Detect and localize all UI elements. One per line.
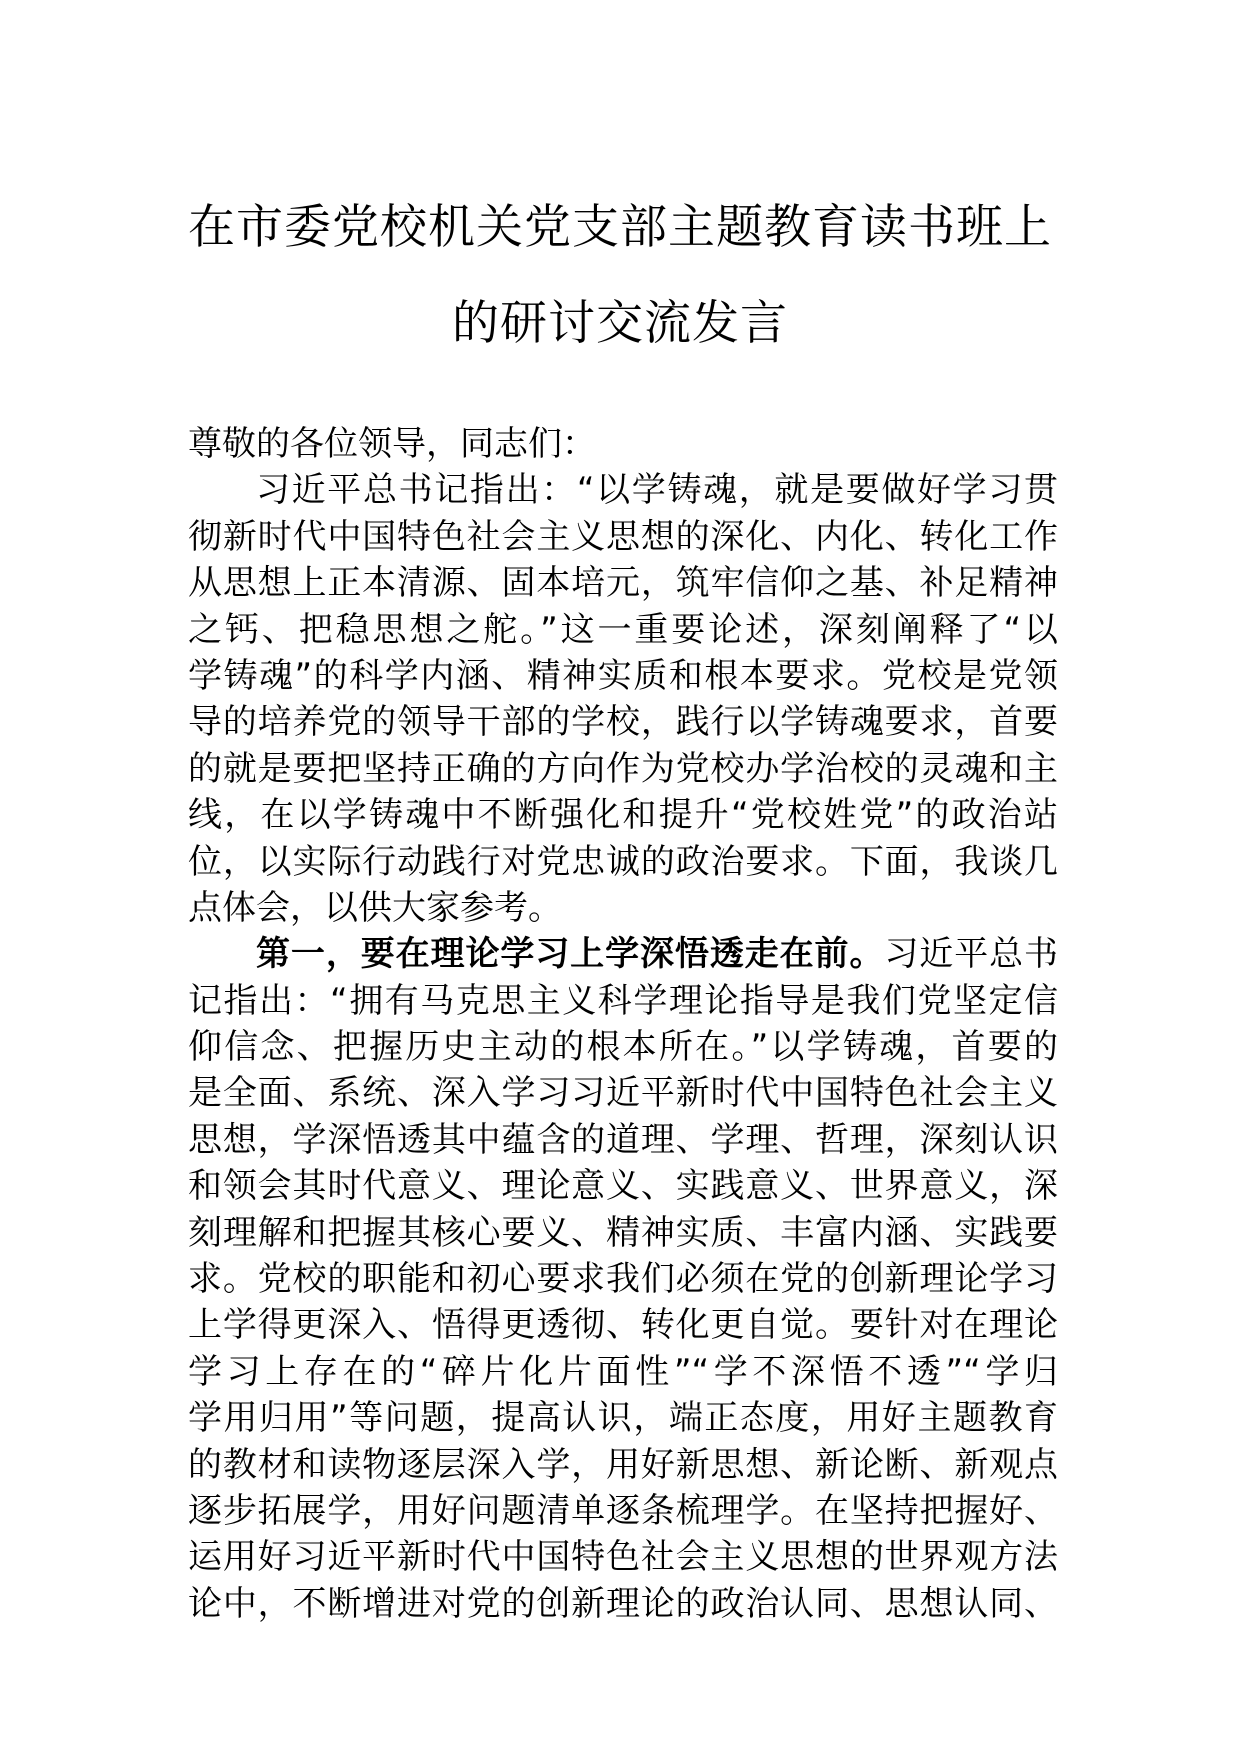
- paragraph-1: [188, 467, 1058, 931]
- paragraph-2-heading: 第一，要在理论学习上学深悟透走在前。: [256, 934, 885, 975]
- paragraph-1-line: 学铸魂”的科学内涵、精神实质和根本要求。党校是党领: [188, 655, 1058, 696]
- paragraph-2-line: 求。党校的职能和初心要求我们必须在党的创新理论学习: [188, 1259, 1058, 1300]
- paragraph-2-line: 运用好习近平新时代中国特色社会主义思想的世界观方法: [188, 1537, 1058, 1578]
- paragraph-2-line: 学习上存在的“碎片化片面性”“学不深悟不透”“学归: [188, 1351, 1058, 1392]
- document-body: [188, 421, 1058, 1627]
- paragraph-2-line: 是全面、系统、深入学习习近平新时代中国特色社会主义: [188, 1073, 1058, 1114]
- title-line-1: 在市委党校机关党支部主题教育读书班上: [188, 200, 1052, 255]
- paragraph-1-line: 彻新时代中国特色社会主义思想的深化、内化、转化工作: [188, 516, 1058, 557]
- document-title: [180, 180, 1060, 372]
- paragraph-2-line: 上学得更深入、悟得更透彻、转化更自觉。要针对在理论: [188, 1305, 1058, 1346]
- paragraph-2-line: 逐步拓展学，用好问题清单逐条梳理学。在坚持把握好、: [188, 1490, 1058, 1531]
- paragraph-2-first-line: [188, 931, 1058, 977]
- paragraph-1-line: 从思想上正本清源、固本培元，筑牢信仰之基、补足精神: [188, 563, 1058, 604]
- paragraph-1-line: 之钙、把稳思想之舵。”这一重要论述，深刻阐释了“以: [188, 609, 1058, 650]
- paragraph-1-line: 的就是要把坚持正确的方向作为党校办学治校的灵魂和主: [188, 748, 1058, 789]
- greeting: 尊敬的各位领导，同志们：: [188, 424, 596, 464]
- paragraph-1-line: 位，以实际行动践行对党忠诚的政治要求。下面，我谈几: [188, 841, 1058, 882]
- paragraph-1-line: 导的培养党的领导干部的学校，践行以学铸魂要求，首要: [188, 702, 1058, 743]
- paragraph-2-line: 论中，不断增进对党的创新理论的政治认同、思想认同、: [188, 1583, 1058, 1624]
- paragraph-2-line: 学用归用”等问题，提高认识，端正态度，用好主题教育: [188, 1398, 1058, 1439]
- paragraph-2-line: 刻理解和把握其核心要义、精神实质、丰富内涵、实践要: [188, 1212, 1058, 1253]
- paragraph-1-line: 习近平总书记指出：“以学铸魂，就是要做好学习贯: [256, 470, 1058, 511]
- paragraph-2-line: 仰信念、把握历史主动的根本所在。”以学铸魂，首要的: [188, 1027, 1058, 1068]
- paragraph-2-line: 思想，学深悟透其中蕴含的道理、学理、哲理，深刻认识: [188, 1119, 1058, 1160]
- paragraph-1-line: 点体会，以供大家参考。: [188, 887, 562, 928]
- paragraph-2-line: 记指出：“拥有马克思主义科学理论指导是我们党坚定信: [188, 980, 1058, 1021]
- paragraph-2-first-rest: 习近平总书: [884, 934, 1058, 975]
- paragraph-2: [188, 931, 1058, 1627]
- title-line-2: 的研讨交流发言: [452, 296, 788, 351]
- paragraph-2-line: 的教材和读物逐层深入学，用好新思想、新论断、新观点: [188, 1444, 1058, 1485]
- paragraph-1-line: 线，在以学铸魂中不断强化和提升“党校姓党”的政治站: [188, 795, 1058, 836]
- paragraph-2-line: 和领会其时代意义、理论意义、实践意义、世界意义，深: [188, 1166, 1058, 1207]
